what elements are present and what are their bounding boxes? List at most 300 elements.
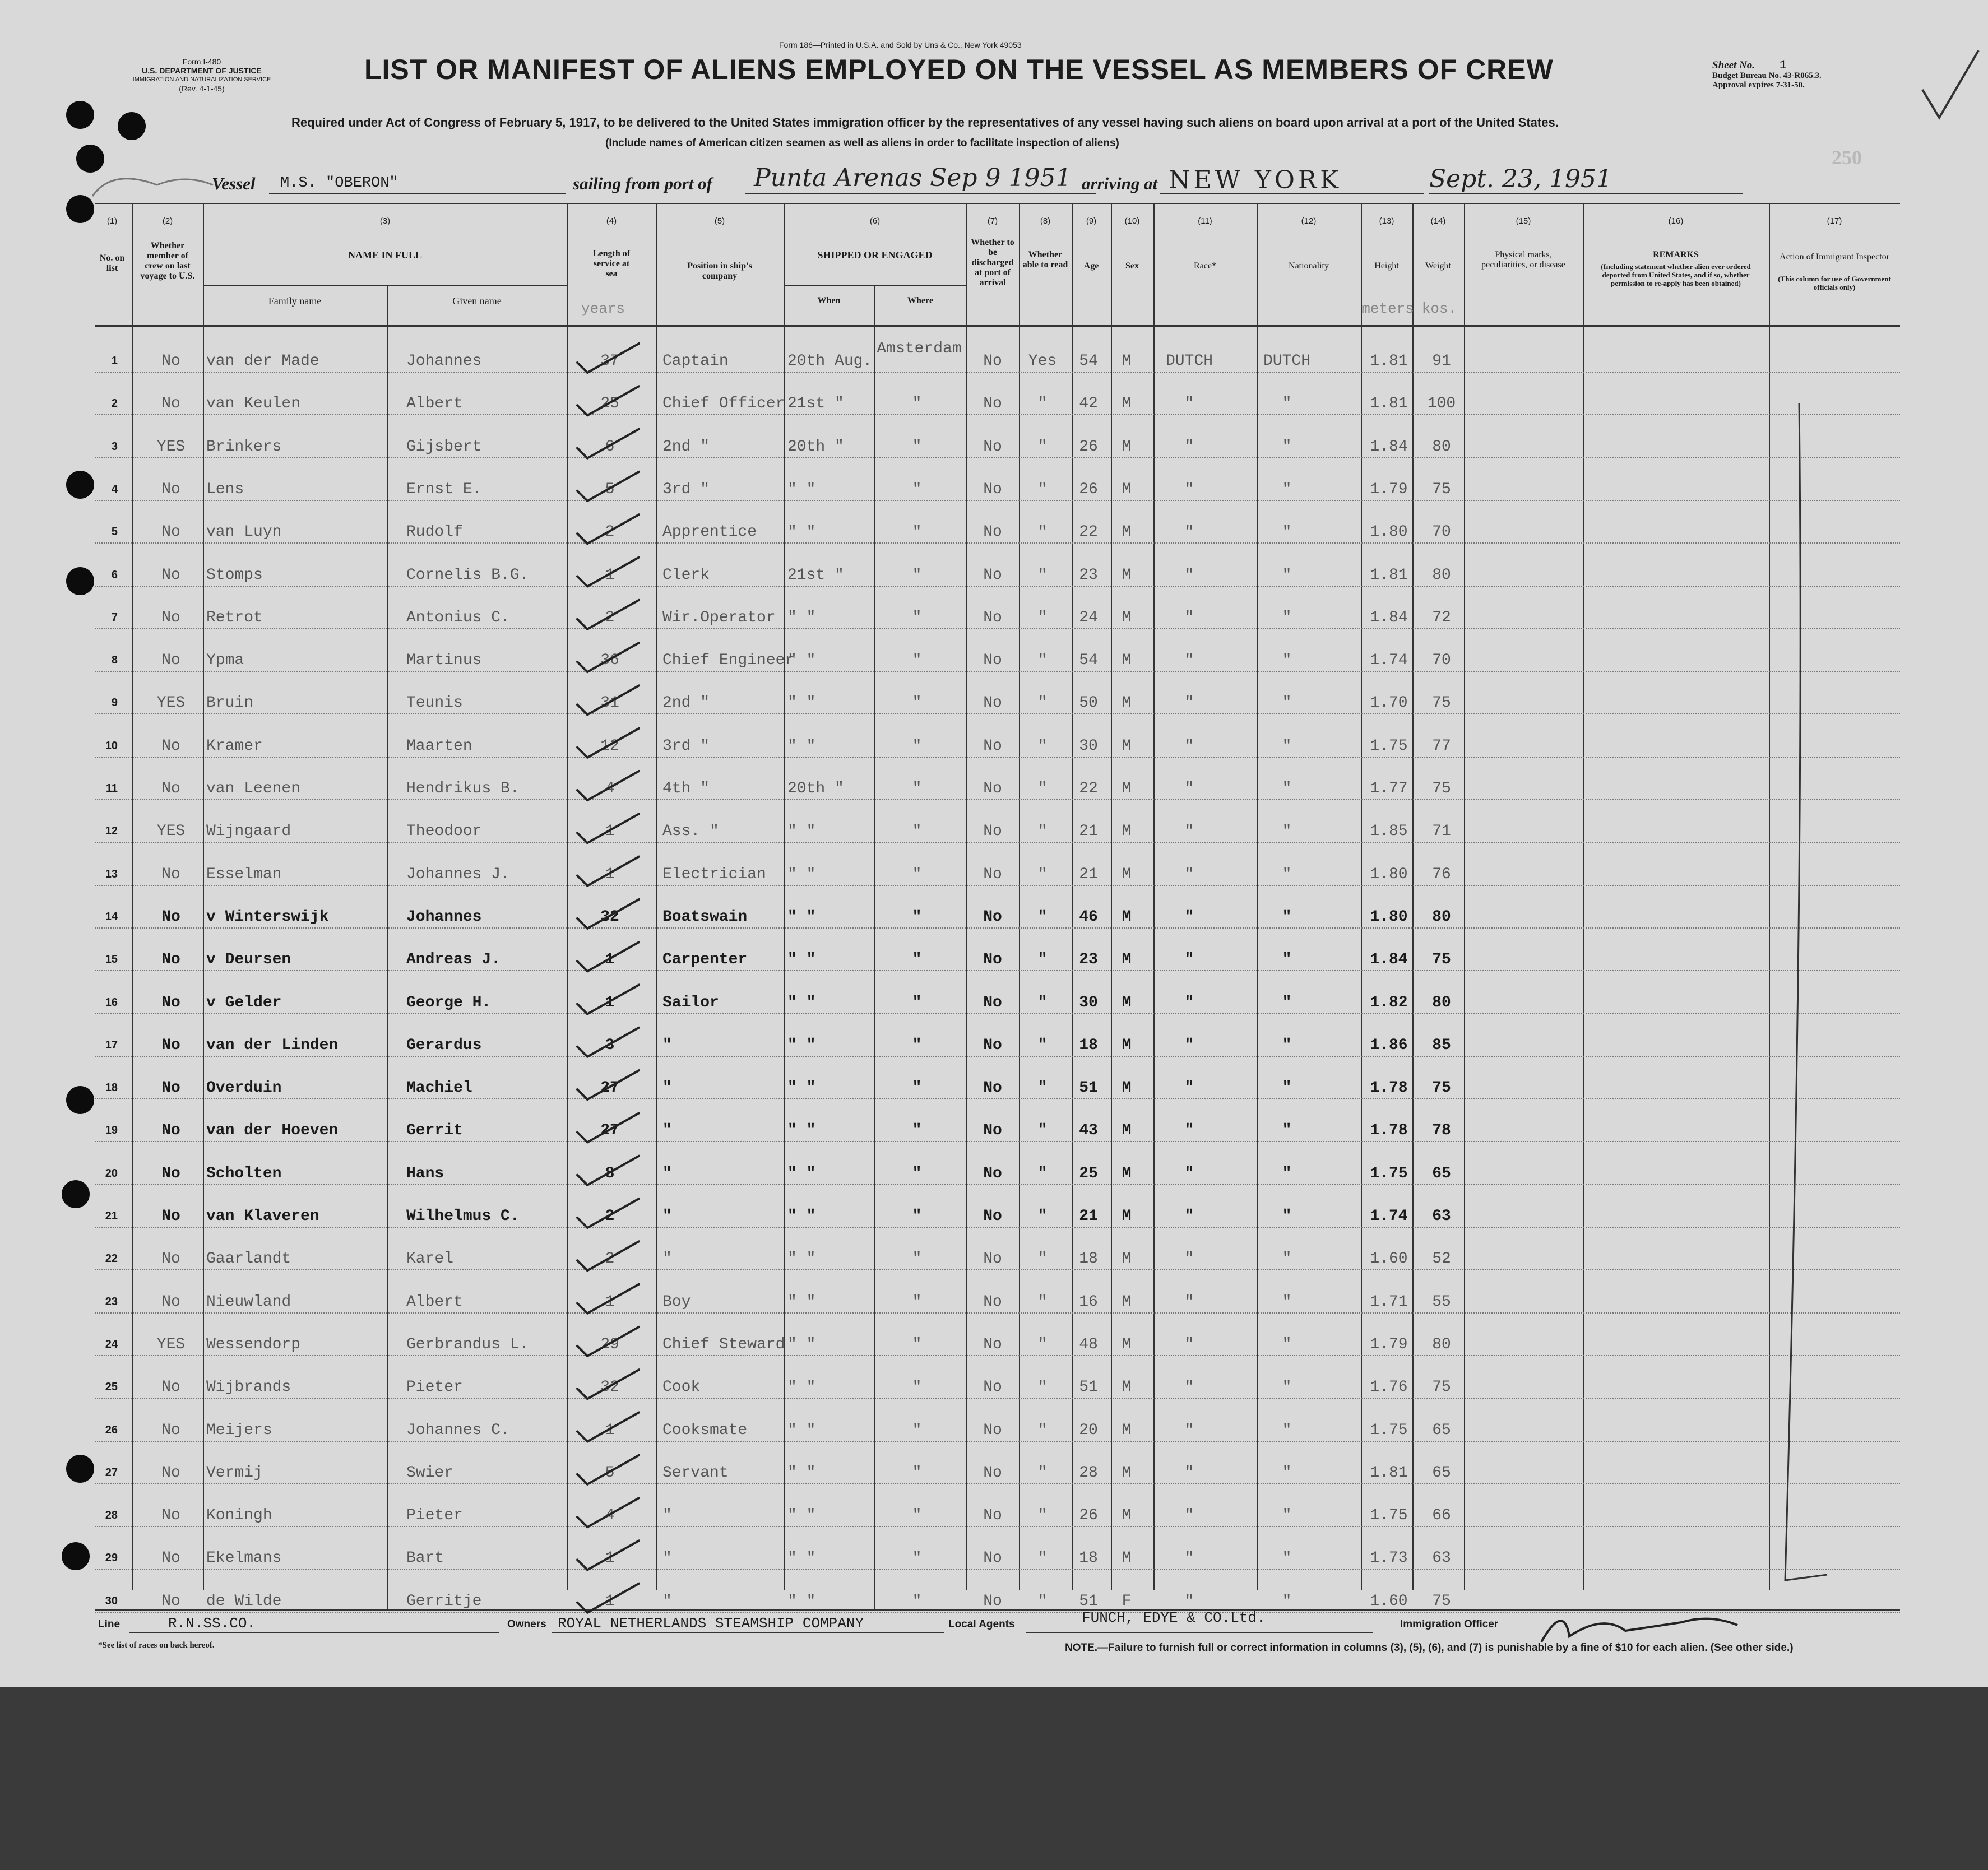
row-number: 24 xyxy=(105,1338,118,1351)
age-cell: 26 xyxy=(1079,438,1098,456)
age-cell: 50 xyxy=(1079,694,1098,712)
position-cell: " xyxy=(662,1250,672,1268)
service-years-cell: 12 xyxy=(600,737,619,755)
check-mark xyxy=(577,985,639,1014)
weight-cell: 80 xyxy=(1432,1335,1451,1353)
service-years-cell: 1 xyxy=(605,1592,615,1610)
able-to-read-cell: " xyxy=(1037,1549,1048,1567)
col-header-when: When xyxy=(817,296,841,305)
col-header-weight-unit: kos. xyxy=(1421,300,1457,317)
race-cell: " xyxy=(1184,1421,1194,1439)
race-cell: " xyxy=(1184,694,1194,712)
nationality-cell: " xyxy=(1282,1036,1292,1054)
race-cell: " xyxy=(1184,1208,1194,1225)
position-cell: Clerk xyxy=(662,566,710,584)
shipped-where-cell: " xyxy=(912,1208,922,1225)
position-cell: 4th " xyxy=(662,780,710,797)
given-name-cell: Gerritje xyxy=(406,1592,482,1610)
sex-cell: M xyxy=(1122,1079,1132,1097)
given-name-cell: Antonius C. xyxy=(406,609,510,627)
col-number: (15) xyxy=(1516,216,1531,226)
family-name-cell: Wessendorp xyxy=(206,1335,301,1353)
discharged-cell: No xyxy=(983,1122,1002,1140)
col-header-weight: Weight xyxy=(1425,261,1451,271)
penalty-note: NOTE.—Failure to furnish full or correct information in columns (3), (5), (6), and (7) is punishable by a fine of $10 for each alien. (See other side.) xyxy=(1065,1642,1794,1654)
row-number: 30 xyxy=(105,1594,118,1607)
sex-cell: M xyxy=(1122,438,1132,456)
row-number: 21 xyxy=(105,1210,118,1222)
family-name-cell: Retrot xyxy=(206,609,263,627)
arriving-label: arriving at xyxy=(1082,174,1158,193)
col-number: (11) xyxy=(1198,216,1212,226)
prev-voyage-cell: No xyxy=(161,1549,180,1567)
shipped-when-cell: 21st " xyxy=(787,395,844,413)
position-cell: " xyxy=(662,1507,672,1525)
col-header-inspector: Action of Immigrant Inspector xyxy=(1780,252,1889,262)
able-to-read-cell: " xyxy=(1037,737,1048,755)
check-mark xyxy=(577,942,639,971)
printer-line: Form 186—Printed in U.S.A. and Sold by Uns & Co., New York 49053 xyxy=(779,40,1022,49)
nationality-cell: " xyxy=(1282,1335,1292,1353)
shipped-where-cell: " xyxy=(912,780,922,797)
col-header-remarks: REMARKS xyxy=(1653,250,1699,259)
row-number: 14 xyxy=(105,910,118,923)
prev-voyage-cell: No xyxy=(161,652,180,670)
sex-cell: M xyxy=(1122,1208,1132,1225)
weight-cell: 75 xyxy=(1432,780,1451,797)
service-years-cell: 2 xyxy=(605,1208,615,1225)
position-cell: Boatswain xyxy=(662,908,748,926)
family-name-cell: Ypma xyxy=(206,652,244,670)
age-cell: 18 xyxy=(1079,1250,1098,1268)
given-name-cell: Albert xyxy=(406,1293,463,1311)
shipped-when-cell: " " xyxy=(787,1421,816,1439)
family-name-cell: Koningh xyxy=(206,1507,272,1525)
age-cell: 26 xyxy=(1079,480,1098,498)
remarks-bracket-line xyxy=(1785,403,1827,1580)
service-years-cell: 29 xyxy=(600,1335,619,1353)
owners-underline xyxy=(552,1632,944,1633)
shipped-when-cell: " " xyxy=(787,1507,816,1525)
shipped-where-cell: " xyxy=(912,652,922,670)
row-number: 11 xyxy=(105,782,118,795)
given-name-cell: Johannes C. xyxy=(406,1421,510,1439)
check-mark xyxy=(577,643,639,672)
nationality-cell: " xyxy=(1282,395,1292,413)
given-name-cell: Pieter xyxy=(406,1507,463,1525)
prev-voyage-cell: No xyxy=(161,908,180,926)
budget-line: Budget Bureau No. 43-R065.3. xyxy=(1712,71,1822,80)
given-name-cell: Gijsbert xyxy=(406,438,482,456)
race-cell: " xyxy=(1184,1036,1194,1054)
height-cell: 1.80 xyxy=(1370,523,1408,541)
height-cell: 1.85 xyxy=(1370,823,1408,841)
sex-cell: M xyxy=(1122,951,1132,969)
vessel-label: Vessel xyxy=(212,174,256,193)
weight-cell: 75 xyxy=(1432,694,1451,712)
height-cell: 1.74 xyxy=(1370,652,1408,670)
height-cell: 1.81 xyxy=(1370,395,1408,413)
col-number: (12) xyxy=(1301,216,1317,226)
given-name-cell: Teunis xyxy=(406,694,463,712)
sex-cell: M xyxy=(1122,609,1132,627)
line-value: R.N.SS.CO. xyxy=(168,1615,256,1632)
nationality-cell: " xyxy=(1282,480,1292,498)
shipped-where-cell: " xyxy=(912,908,922,926)
position-cell: 3rd " xyxy=(662,480,710,498)
check-mark xyxy=(577,685,639,714)
weight-cell: 65 xyxy=(1432,1164,1451,1182)
race-cell: " xyxy=(1184,609,1194,627)
shipped-where-cell: " xyxy=(912,438,922,456)
weight-cell: 75 xyxy=(1432,951,1451,969)
given-name-cell: Rudolf xyxy=(406,523,463,541)
weight-cell: 65 xyxy=(1432,1464,1451,1482)
nationality-cell: " xyxy=(1282,823,1292,841)
service-years-cell: 1 xyxy=(605,951,615,969)
position-cell: " xyxy=(662,1079,672,1097)
shipped-where-cell: " xyxy=(912,1079,922,1097)
col-number: (9) xyxy=(1086,216,1097,226)
discharged-cell: No xyxy=(983,1507,1002,1525)
service-years-cell: 2 xyxy=(605,1250,615,1268)
family-name-cell: van Luyn xyxy=(206,523,282,541)
family-name-cell: de Wilde xyxy=(206,1592,282,1610)
weight-cell: 65 xyxy=(1432,1421,1451,1439)
check-mark xyxy=(577,386,639,415)
age-cell: 21 xyxy=(1079,823,1098,841)
weight-cell: 85 xyxy=(1432,1036,1451,1054)
race-cell: " xyxy=(1184,823,1194,841)
service-years-cell: 25 xyxy=(600,395,619,413)
able-to-read-cell: " xyxy=(1037,694,1048,712)
shipped-when-cell: " " xyxy=(787,609,816,627)
col-header-height-unit: meters xyxy=(1361,300,1414,317)
prev-voyage-cell: No xyxy=(161,1464,180,1482)
age-cell: 51 xyxy=(1079,1592,1098,1610)
weight-cell: 75 xyxy=(1432,1079,1451,1097)
age-cell: 23 xyxy=(1079,566,1098,584)
check-mark xyxy=(577,771,639,800)
age-cell: 24 xyxy=(1079,609,1098,627)
position-cell: " xyxy=(662,1208,672,1225)
given-name-cell: Machiel xyxy=(406,1079,472,1097)
check-mark xyxy=(577,857,639,886)
height-cell: 1.75 xyxy=(1370,1507,1408,1525)
shipped-where-cell: " xyxy=(912,1335,922,1353)
prev-voyage-cell: No xyxy=(161,1592,180,1610)
able-to-read-cell: " xyxy=(1037,1036,1048,1054)
age-cell: 21 xyxy=(1079,1208,1098,1225)
check-mark xyxy=(577,728,639,758)
sex-cell: M xyxy=(1122,1507,1132,1525)
sex-cell: M xyxy=(1122,780,1132,797)
discharged-cell: No xyxy=(983,352,1002,370)
check-mark xyxy=(577,1156,639,1185)
position-cell: Chief Officer xyxy=(662,395,785,413)
shipped-where-cell: " xyxy=(912,523,922,541)
col-header-no: No. on list xyxy=(99,253,125,273)
shipped-when-cell: " " xyxy=(787,694,816,712)
position-cell: 2nd " xyxy=(662,694,710,712)
weight-cell: 78 xyxy=(1432,1122,1451,1140)
shipped-where-cell: " xyxy=(912,737,922,755)
age-cell: 28 xyxy=(1079,1464,1098,1482)
check-mark xyxy=(577,1370,639,1399)
family-name-cell: Wijngaard xyxy=(206,823,291,841)
agents-value: FUNCH, EDYE & CO.Ltd. xyxy=(1082,1609,1266,1626)
given-name-cell: Swier xyxy=(406,1464,454,1482)
nationality-cell: " xyxy=(1282,1208,1292,1225)
vessel-scribble xyxy=(92,179,213,196)
sex-cell: M xyxy=(1122,1335,1132,1353)
col-header-read: Whether able to read xyxy=(1022,250,1068,270)
nationality-cell: " xyxy=(1282,1549,1292,1567)
family-name-cell: Overduin xyxy=(206,1079,282,1097)
family-name-cell: Vermij xyxy=(206,1464,263,1482)
check-mark xyxy=(577,1584,639,1613)
form-id-line: IMMIGRATION AND NATURALIZATION SERVICE xyxy=(132,76,271,83)
row-number: 26 xyxy=(105,1423,118,1436)
able-to-read-cell: Yes xyxy=(1028,352,1057,370)
age-cell: 30 xyxy=(1079,994,1098,1011)
officer-label: Immigration Officer xyxy=(1400,1618,1499,1630)
service-years-cell: 6 xyxy=(605,438,615,456)
col-header-sex: Sex xyxy=(1125,261,1139,271)
sex-cell: M xyxy=(1122,352,1132,370)
check-mark xyxy=(577,429,639,458)
row-number: 29 xyxy=(105,1552,118,1565)
discharged-cell: No xyxy=(983,1421,1002,1439)
weight-cell: 66 xyxy=(1432,1507,1451,1525)
age-cell: 46 xyxy=(1079,908,1098,926)
row-number: 4 xyxy=(111,482,118,495)
shipped-when-cell: " " xyxy=(787,652,816,670)
col-header-given-name: Given name xyxy=(452,295,502,307)
row-number: 22 xyxy=(105,1252,118,1265)
prev-voyage-cell: No xyxy=(161,1036,180,1054)
row-number: 19 xyxy=(105,1124,118,1137)
given-name-cell: Gerardus xyxy=(406,1036,482,1054)
race-cell: " xyxy=(1184,908,1194,926)
service-years-cell: 1 xyxy=(605,865,615,883)
given-name-cell: Gerrit xyxy=(406,1122,463,1140)
prev-voyage-cell: No xyxy=(161,994,180,1011)
sex-cell: M xyxy=(1122,1379,1132,1396)
shipped-where-cell: " xyxy=(912,566,922,584)
prev-voyage-cell: No xyxy=(161,609,180,627)
discharged-cell: No xyxy=(983,823,1002,841)
weight-cell: 80 xyxy=(1432,908,1451,926)
agents-label: Local Agents xyxy=(948,1618,1015,1630)
able-to-read-cell: " xyxy=(1037,609,1048,627)
race-cell: " xyxy=(1184,737,1194,755)
given-name-cell: Albert xyxy=(406,395,463,413)
discharged-cell: No xyxy=(983,1250,1002,1268)
row-number: 2 xyxy=(111,397,118,410)
weight-cell: 91 xyxy=(1432,352,1451,370)
prev-voyage-cell: No xyxy=(161,1421,180,1439)
weight-cell: 63 xyxy=(1432,1549,1451,1567)
given-name-cell: George H. xyxy=(406,994,492,1011)
age-cell: 22 xyxy=(1079,780,1098,797)
col-header-shipped: SHIPPED OR ENGAGED xyxy=(817,249,933,261)
check-mark xyxy=(577,1113,639,1142)
shipped-where-cell: " xyxy=(912,1164,922,1182)
sex-cell: M xyxy=(1122,994,1132,1011)
weight-cell: 55 xyxy=(1432,1293,1451,1311)
height-cell: 1.77 xyxy=(1370,780,1408,797)
races-note: *See list of races on back hereof. xyxy=(98,1641,215,1650)
able-to-read-cell: " xyxy=(1037,951,1048,969)
row-number: 12 xyxy=(105,825,118,838)
able-to-read-cell: " xyxy=(1037,438,1048,456)
position-cell: Captain xyxy=(662,352,729,370)
position-cell: Chief Steward xyxy=(662,1335,785,1353)
position-cell: " xyxy=(662,1036,672,1054)
col-number: (13) xyxy=(1379,216,1394,226)
race-cell: " xyxy=(1184,1079,1194,1097)
col-number: (14) xyxy=(1430,216,1446,226)
discharged-cell: No xyxy=(983,865,1002,883)
row-number: 7 xyxy=(111,611,118,624)
age-cell: 21 xyxy=(1079,865,1098,883)
weight-cell: 75 xyxy=(1432,480,1451,498)
line-label: Line xyxy=(98,1618,121,1630)
nationality-cell: " xyxy=(1282,523,1292,541)
service-years-cell: 32 xyxy=(600,908,619,926)
subtitle: Required under Act of Congress of February 5, 1917, to be delivered to the United States immigration officer by the representatives of any vessel having such aliens on board upon arrival at a port of the United States. xyxy=(291,115,1559,129)
shipped-where-cell: " xyxy=(912,1036,922,1054)
service-years-cell: 2 xyxy=(605,523,615,541)
prev-voyage-cell: No xyxy=(161,1379,180,1396)
sex-cell: M xyxy=(1122,1250,1132,1268)
given-name-cell: Wilhelmus C. xyxy=(406,1208,520,1225)
position-cell: Wir.Operator xyxy=(662,609,776,627)
row-number: 8 xyxy=(111,654,118,667)
nationality-cell: " xyxy=(1282,1379,1292,1396)
given-name-cell: Johannes J. xyxy=(406,865,510,883)
sex-cell: M xyxy=(1122,1122,1132,1140)
position-cell: Sailor xyxy=(662,994,719,1011)
family-name-cell: Ekelmans xyxy=(206,1549,282,1567)
family-name-cell: Meijers xyxy=(206,1421,272,1439)
sex-cell: M xyxy=(1122,1549,1132,1567)
nationality-cell: " xyxy=(1282,609,1292,627)
arriving-port: NEW YORK xyxy=(1169,166,1342,194)
discharged-cell: No xyxy=(983,737,1002,755)
shipped-when-cell: " " xyxy=(787,523,816,541)
row-number: 17 xyxy=(105,1038,118,1051)
race-cell: " xyxy=(1184,566,1194,584)
discharged-cell: No xyxy=(983,1036,1002,1054)
race-cell: " xyxy=(1184,1507,1194,1525)
able-to-read-cell: " xyxy=(1037,1335,1048,1353)
weight-cell: 77 xyxy=(1432,737,1451,755)
shipped-when-cell: " " xyxy=(787,480,816,498)
shipped-where-cell: " xyxy=(912,609,922,627)
col-number: (10) xyxy=(1124,216,1140,226)
col-header-physical-marks: Physical marks, peculiarities, or disease xyxy=(1481,250,1565,270)
shipped-where-cell: " xyxy=(912,395,922,413)
service-years-cell: 1 xyxy=(605,1421,615,1439)
col-header-position: Position in ship's company xyxy=(687,261,752,281)
sex-cell: M xyxy=(1122,395,1132,413)
able-to-read-cell: " xyxy=(1037,480,1048,498)
discharged-cell: No xyxy=(983,1379,1002,1396)
row-number: 5 xyxy=(111,526,118,539)
check-mark xyxy=(577,1028,639,1057)
age-cell: 26 xyxy=(1079,1507,1098,1525)
nationality-cell: " xyxy=(1282,566,1292,584)
able-to-read-cell: " xyxy=(1037,1507,1048,1525)
shipped-when-cell: " " xyxy=(787,1036,816,1054)
service-years-cell: 27 xyxy=(600,1079,619,1097)
weight-cell: 52 xyxy=(1432,1250,1451,1268)
agents-underline xyxy=(1026,1632,1373,1633)
sex-cell: M xyxy=(1122,1293,1132,1311)
shipped-when-cell: " " xyxy=(787,908,816,926)
nationality-cell: " xyxy=(1282,865,1292,883)
sheet-label: Sheet No. xyxy=(1712,59,1755,71)
given-name-cell: Martinus xyxy=(406,652,482,670)
check-mark xyxy=(577,1540,639,1570)
owners-value: ROYAL NETHERLANDS STEAMSHIP COMPANY xyxy=(558,1615,864,1632)
col-header-age: Age xyxy=(1083,261,1099,271)
nationality-cell: " xyxy=(1282,1079,1292,1097)
family-name-cell: Esselman xyxy=(206,865,282,883)
row-number: 23 xyxy=(105,1295,118,1308)
check-mark xyxy=(577,1413,639,1442)
discharged-cell: No xyxy=(983,609,1002,627)
sex-cell: M xyxy=(1122,652,1132,670)
age-cell: 48 xyxy=(1079,1335,1098,1353)
race-cell: " xyxy=(1184,780,1194,797)
height-cell: 1.80 xyxy=(1370,908,1408,926)
prev-voyage-cell: No xyxy=(161,523,180,541)
discharged-cell: No xyxy=(983,523,1002,541)
check-mark xyxy=(577,1241,639,1270)
shipped-when-cell: " " xyxy=(787,1379,816,1396)
family-name-cell: v Deursen xyxy=(206,951,291,969)
discharged-cell: No xyxy=(983,694,1002,712)
shipped-where-cell: " xyxy=(912,823,922,841)
able-to-read-cell: " xyxy=(1037,1592,1048,1610)
check-mark xyxy=(577,472,639,501)
race-cell: DUTCH xyxy=(1165,352,1213,370)
family-name-cell: Gaarlandt xyxy=(206,1250,291,1268)
subtitle-note: (Include names of American citizen seamen as well as aliens in order to facilitate inspection of aliens) xyxy=(605,137,1119,149)
position-cell: Electrician xyxy=(662,865,766,883)
given-name-cell: Andreas J. xyxy=(406,951,501,969)
owners-label: Owners xyxy=(507,1618,546,1630)
race-cell: " xyxy=(1184,1250,1194,1268)
position-cell: Servant xyxy=(662,1464,729,1482)
prev-voyage-cell: No xyxy=(161,1250,180,1268)
given-name-cell: Gerbrandus L. xyxy=(406,1335,529,1353)
discharged-cell: No xyxy=(983,480,1002,498)
shipped-when-cell: 20th " xyxy=(787,780,844,797)
discharged-cell: No xyxy=(983,994,1002,1011)
nationality-cell: " xyxy=(1282,737,1292,755)
able-to-read-cell: " xyxy=(1037,1464,1048,1482)
col-number: (2) xyxy=(162,216,173,226)
prev-voyage-cell: YES xyxy=(156,438,186,456)
position-cell: Apprentice xyxy=(662,523,757,541)
shipped-where-cell: " xyxy=(912,1379,922,1396)
service-years-cell: 37 xyxy=(600,352,619,370)
service-years-cell: 1 xyxy=(605,1549,615,1567)
